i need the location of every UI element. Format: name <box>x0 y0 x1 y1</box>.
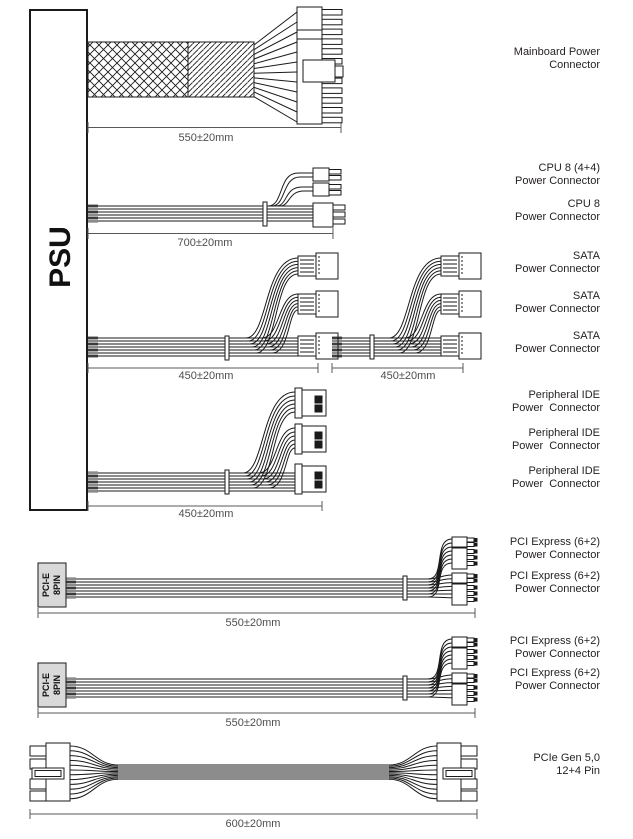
cpu-44-connector-icon <box>313 168 341 196</box>
pcie-plug-label-line1: PCI-E <box>41 572 51 598</box>
cable-pcie-1 <box>38 537 477 618</box>
label-line: PCIe Gen 5,0 <box>533 752 600 764</box>
label-line: Power Connector <box>515 583 600 595</box>
psu-box <box>30 10 87 510</box>
dimension-pcie-2: 550±20mm <box>225 717 281 729</box>
pcie-ribbon <box>66 579 428 597</box>
dimension-gen5: 600±20mm <box>225 818 281 830</box>
label-line: CPU 8 <box>567 198 600 210</box>
label-line: PCI Express (6+2) <box>509 570 600 582</box>
label-line: Power Connector <box>515 211 600 223</box>
molex-connector-icon <box>295 464 326 494</box>
sata-connector-icon <box>298 291 338 317</box>
label-pcie-2 <box>420 570 600 596</box>
sata-connector-icon <box>298 253 338 279</box>
molex-connector-icon <box>295 424 326 454</box>
cable-boot <box>88 204 98 223</box>
label-ide-2 <box>420 427 600 453</box>
label-pcie-gen5 <box>420 752 600 778</box>
cable-sata-1 <box>88 253 338 373</box>
label-line: Connector <box>549 59 600 71</box>
label-line: CPU 8 (4+4) <box>538 162 600 174</box>
cable-pcie-gen5 <box>30 743 477 819</box>
dimension-cpu: 700±20mm <box>177 237 233 249</box>
cable-peripheral-ide <box>88 388 326 511</box>
label-line: SATA <box>572 250 600 262</box>
label-line: Power Connector <box>515 303 600 315</box>
gen5-bundle <box>118 765 389 779</box>
atx-24pin-connector-icon <box>297 7 343 124</box>
pcie-plug-label-line2: 8PIN <box>52 674 62 696</box>
label-sata-3 <box>420 330 600 356</box>
label-mainboard <box>420 46 600 72</box>
label-pcie-4 <box>420 667 600 693</box>
pcie-plug-label-line2: 8PIN <box>52 574 62 596</box>
label-sata-1 <box>420 250 600 276</box>
label-line: Mainboard Power <box>513 46 600 58</box>
wire-fan <box>254 12 297 122</box>
cpu-branch-wires <box>268 173 313 206</box>
dimension-sata-1: 450±20mm <box>178 370 234 382</box>
cpu-ribbon <box>88 206 313 221</box>
label-line: SATA <box>572 330 600 342</box>
cable-mainboard <box>88 7 343 133</box>
label-ide-3 <box>420 465 600 491</box>
cable-pcie-2 <box>38 637 477 718</box>
label-line: Power Connector <box>515 263 600 275</box>
pcie-8pin-plug-icon <box>38 663 66 707</box>
braided-sleeve <box>88 42 188 97</box>
label-line: PCI Express (6+2) <box>509 667 600 679</box>
pcie-plug-label-line1: PCI-E <box>41 672 51 698</box>
label-line: Power Connector <box>515 175 600 187</box>
label-line: Power Connector <box>515 648 600 660</box>
cable-cpu8 <box>88 168 345 239</box>
label-line: Power Connector <box>515 343 600 355</box>
pcie-8pin-plug-icon <box>38 563 66 607</box>
cable-tie-icon <box>225 470 229 494</box>
label-ide-1 <box>420 389 600 415</box>
label-line: Power Connector <box>515 549 600 561</box>
label-line: Peripheral IDE <box>528 389 600 401</box>
label-line: Peripheral IDE <box>528 427 600 439</box>
dimension-mainboard: 550±20mm <box>178 132 234 144</box>
label-pcie-1 <box>420 536 600 562</box>
dimension-pcie-1: 550±20mm <box>225 617 281 629</box>
label-line: PCI Express (6+2) <box>509 635 600 647</box>
label-line: Power Connector <box>511 402 600 414</box>
label-line: 12+4 Pin <box>556 765 600 777</box>
label-line: Power Connector <box>515 680 600 692</box>
cable-tie-icon <box>403 676 407 700</box>
label-line: Power Connector <box>511 478 600 490</box>
sleeve-hatch <box>188 42 254 97</box>
label-line: Power Connector <box>511 440 600 452</box>
cpu-8pin-connector-icon <box>313 203 345 227</box>
label-line: Peripheral IDE <box>528 465 600 477</box>
label-line: PCI Express (6+2) <box>509 536 600 548</box>
gen5-wire-fan-left <box>70 746 118 799</box>
label-cpu-844 <box>420 162 600 188</box>
pcie-ribbon <box>66 679 428 697</box>
cable-tie-icon <box>263 202 267 226</box>
dimension-sata-2: 450±20mm <box>380 370 436 382</box>
label-pcie-3 <box>420 635 600 661</box>
cable-tie-icon <box>225 336 229 360</box>
molex-connector-icon <box>295 388 326 418</box>
gen5-12vhpwr-connector-icon <box>30 743 70 801</box>
cable-tie-icon <box>370 335 374 359</box>
psu-label: PSU <box>44 226 77 288</box>
label-sata-2 <box>420 290 600 316</box>
label-line: SATA <box>572 290 600 302</box>
label-cpu-8 <box>420 198 600 224</box>
cable-tie-icon <box>403 576 407 600</box>
dimension-peripheral-ide: 450±20mm <box>178 508 234 520</box>
